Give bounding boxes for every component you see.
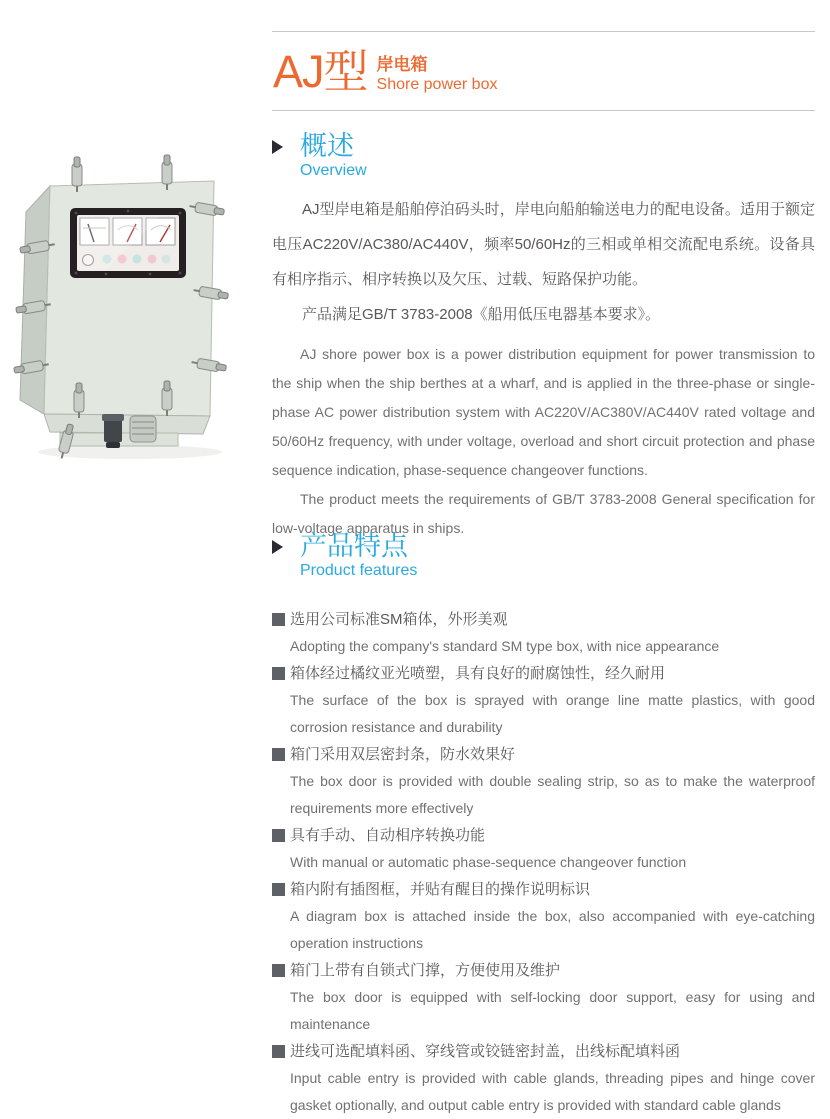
header-top-rule xyxy=(272,31,815,32)
product-name-en: Shore power box xyxy=(376,75,498,93)
overview-paragraph-cn-1: AJ型岸电箱是船舶停泊码头时，岸电向船舶输送电力的配电设备。适用于额定电压AC220V/AC380/AC440V，频率50/60Hz的三相或单相交流配电系统。设备具有相序指示、相序转换以及欠压、过载、短路保护功能。 xyxy=(272,201,815,288)
feature-text-cn xyxy=(272,660,815,687)
feature-item xyxy=(272,1038,815,1119)
feature-text-en: The box door is provided with double sealing strip, so as to make the waterproof requirements more effectively xyxy=(290,773,815,816)
feature-cn-label: 箱体经过橘纹亚光喷塑，具有良好的耐腐蚀性，经久耐用 xyxy=(290,665,666,682)
section-arrow-icon xyxy=(272,140,283,154)
feature-text-en: The surface of the box is sprayed with orange line matte plastics, with good corrosion resistance and durability xyxy=(290,692,815,735)
square-bullet-icon xyxy=(272,667,285,680)
feature-item xyxy=(272,957,815,1038)
overview-section xyxy=(272,131,815,543)
feature-cn-label: 进线可选配填料函、穿线管或铰链密封盖，出线标配填料函 xyxy=(290,1043,681,1060)
square-bullet-icon xyxy=(272,883,285,896)
product-model-title: AJ型 xyxy=(273,46,368,97)
feature-text-en: The box door is equipped with self-locking door support, easy for using and maintenance xyxy=(290,989,815,1032)
feature-cn-label: 箱内附有插图框，并贴有醒目的操作说明标识 xyxy=(290,881,591,898)
feature-text-cn xyxy=(272,876,815,903)
product-name-cn: 岸电箱 xyxy=(376,54,428,74)
header-bottom-rule xyxy=(272,110,815,111)
features-list xyxy=(272,606,815,1119)
overview-heading-cn: 概述 xyxy=(300,131,354,161)
feature-text-cn xyxy=(272,822,815,849)
feature-item xyxy=(272,606,815,660)
features-heading xyxy=(272,531,815,580)
overview-paragraph-en-2: The product meets the requirements of GB/T 3783-2008 General specification for low-voltage apparatus in ships. xyxy=(272,491,815,536)
overview-heading-en: Overview xyxy=(300,162,367,179)
feature-item xyxy=(272,741,815,822)
features-heading-en: Product features xyxy=(300,562,418,579)
square-bullet-icon xyxy=(272,1045,285,1058)
feature-text-cn xyxy=(272,957,815,984)
section-arrow-icon xyxy=(272,540,283,554)
feature-cn-label: 选用公司标准SM箱体，外形美观 xyxy=(290,611,508,628)
overview-paragraph-cn-2: 产品满足GB/T 3783-2008《船用低压电器基本要求》。 xyxy=(302,306,661,323)
cable-gland-light xyxy=(130,416,156,442)
feature-item xyxy=(272,822,815,876)
feature-text-cn xyxy=(272,606,815,633)
feature-text-cn xyxy=(272,1038,815,1065)
square-bullet-icon xyxy=(272,829,285,842)
meter-window xyxy=(70,208,186,278)
feature-text-en: A diagram box is attached inside the box, also accompanied with eye-catching operation instructions xyxy=(290,908,815,951)
overview-heading xyxy=(272,131,815,180)
overview-paragraph-en-1: AJ shore power box is a power distribution equipment for power transmission to the ship when the ship berthes at a wharf, and is applied in the three-phase or single-phase AC power distribution system with AC220V/AC380V/AC440V rated voltage and 50/60Hz frequency, with under voltage, overload and short circuit protection and phase sequence indication, phase-sequence changeover functions. xyxy=(272,346,815,478)
feature-text-en: Input cable entry is provided with cable glands, threading pipes and hinge cover gasket optionally, and output cable entry is provided with standard cable glands xyxy=(290,1070,815,1113)
features-heading-cn: 产品特点 xyxy=(300,531,408,561)
feature-cn-label: 箱门采用双层密封条，防水效果好 xyxy=(290,746,516,763)
square-bullet-icon xyxy=(272,613,285,626)
feature-text-en: With manual or automatic phase-sequence changeover function xyxy=(290,854,687,870)
feature-cn-label: 具有手动、自动相序转换功能 xyxy=(290,827,486,844)
shore-power-box-illustration xyxy=(10,150,258,470)
square-bullet-icon xyxy=(272,964,285,977)
square-bullet-icon xyxy=(272,748,285,761)
features-section xyxy=(272,531,815,1119)
feature-text-cn xyxy=(272,741,815,768)
product-title-sub xyxy=(377,50,498,95)
feature-item xyxy=(272,660,815,741)
product-photo xyxy=(10,150,258,470)
feature-item xyxy=(272,876,815,957)
feature-text-en: Adopting the company's standard SM type box, with nice appearance xyxy=(290,638,720,654)
feature-cn-label: 箱门上带有自锁式门撑，方便使用及维护 xyxy=(290,962,561,979)
page-title xyxy=(273,48,497,96)
